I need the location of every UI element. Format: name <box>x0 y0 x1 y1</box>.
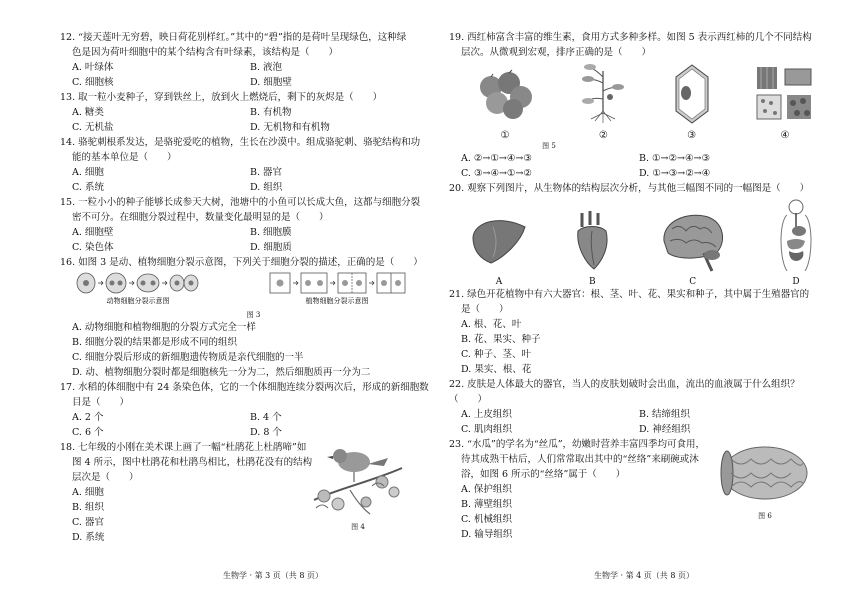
figure-caption: 图 5 <box>542 142 556 150</box>
question-17 <box>60 380 435 440</box>
question-text: 目是（ ） <box>72 397 130 408</box>
question-text: 21. 绿色开花植物中有六大器官：根、茎、叶、花、果实和种子，其中属于生殖器官的 <box>449 289 810 300</box>
option-a: A. 细胞 <box>72 487 104 498</box>
question-text: 22. 皮肤是人体最大的器官，当人的皮肤划破时会出血，流出的血液属于什么组织？（ ） <box>449 379 800 405</box>
question-22 <box>449 377 829 437</box>
tomato-fruits <box>475 63 535 142</box>
option-a: A. 糖类 <box>72 107 104 118</box>
option-b: B. 花、果实、种子 <box>461 334 541 345</box>
question-text: 23. “水瓜”的学名为“丝瓜”，幼嫩时营养丰富四季均可食用， <box>449 439 706 450</box>
question-text: 色是因为荷叶细胞中的某个结构含有叶绿素，该结构是（ ） <box>72 47 339 58</box>
question-12 <box>60 30 435 90</box>
tomato-plant <box>578 63 628 142</box>
option-c: C. 无机盐 <box>72 122 114 133</box>
figure-label-1: ① <box>500 130 510 141</box>
option-d: D. ①→③→②→④ <box>639 168 711 179</box>
option-c: C. 肌肉组织 <box>461 424 512 435</box>
option-list <box>449 317 829 377</box>
option-b: B. 细胞膜 <box>250 227 292 238</box>
option-c: C. 6 个 <box>72 427 104 438</box>
page-footer-right: 生物学 · 第 4 页（共 8 页） <box>594 571 694 580</box>
option-c: C. 系统 <box>72 182 104 193</box>
option-a: A. 2 个 <box>72 412 104 423</box>
cell-division-figure <box>72 270 422 306</box>
option-list <box>449 407 829 437</box>
option-label-a: A <box>495 277 503 287</box>
option-d: D. 无机物和有机物 <box>250 122 330 133</box>
liver-option <box>471 207 527 287</box>
option-a: A. ②→①→④→③ <box>461 153 532 164</box>
brain-option <box>658 207 728 287</box>
option-a: A. 叶绿体 <box>72 62 114 73</box>
question-text: 层次。从微观到宏观，排序正确的是（ ） <box>461 47 652 58</box>
question-21 <box>449 287 829 377</box>
left-column <box>60 30 435 545</box>
question-text: 是（ ） <box>461 304 509 315</box>
option-label-d: D <box>792 277 800 287</box>
question-text: 14. 骆驼刺根系发达，是骆驼爱吃的植物，生长在沙漠中。组成骆驼刺、骆驼结构和功 <box>60 137 421 148</box>
option-b: B. ①→②→④→③ <box>639 153 710 164</box>
plant-cell-illustration <box>672 63 712 125</box>
option-b: B. 4 个 <box>250 412 282 423</box>
question-16 <box>60 255 435 380</box>
tomato-fruit-illustration <box>475 63 535 125</box>
figure-label-3: ③ <box>687 130 697 141</box>
question-text: 20. 观察下列图片，从生物体的结构层次分析，与其他三幅图不同的一幅图是（ ） <box>449 183 810 194</box>
option-c: C. 器官 <box>72 517 104 528</box>
option-c: C. ③→④→①→② <box>461 168 532 179</box>
figure-3 <box>72 270 435 320</box>
question-19 <box>449 30 829 181</box>
option-d: D. 输导组织 <box>461 529 513 540</box>
figure-4 <box>310 438 406 532</box>
option-c: C. 细胞核 <box>72 77 114 88</box>
option-c: C. 种子、茎、叶 <box>461 349 531 360</box>
animal-figure-label: 动物细胞分裂示意图 <box>106 297 170 305</box>
option-a: A. 细胞壁 <box>72 227 114 238</box>
tomato-plant-illustration <box>578 63 628 125</box>
question-text: 18. 七年级的小刚在美术课上画了一幅“杜鹃花上杜鹃啼”如 <box>60 442 307 453</box>
question-text: 能的基本单位是（ ） <box>72 152 177 163</box>
option-d: D. 动、植物细胞分裂时都是细胞核先一分为二，然后细胞质再一分为二 <box>72 367 371 378</box>
digestive-system-option <box>773 199 819 287</box>
option-d: D. 果实、根、花 <box>461 364 532 375</box>
option-b: B. 器官 <box>250 167 283 178</box>
question-text: 图 4 所示，图中杜鹃花和杜鹃鸟相比，杜鹃花没有的结构 <box>72 457 313 468</box>
figure-label-4: ④ <box>780 130 790 141</box>
bird-on-azalea-illustration <box>310 438 406 518</box>
loofah-sponge-illustration <box>717 439 813 507</box>
option-a: A. 上皮组织 <box>461 409 512 420</box>
option-list <box>60 320 435 380</box>
question-text: 密不可分。在细胞分裂过程中，数量变化最明显的是（ ） <box>72 212 329 223</box>
option-label-c: C <box>689 277 697 287</box>
question-23 <box>449 437 829 542</box>
question-18 <box>60 440 435 545</box>
option-a: A. 细胞 <box>72 167 104 178</box>
option-label-b: B <box>589 277 596 287</box>
question-text: 19. 西红柿富含丰富的维生素，食用方式多种多样。如图 5 表示西红柿的几个不同结构 <box>449 32 812 43</box>
option-b: B. 有机物 <box>250 107 292 118</box>
question-text: 浴，如图 6 所示的“丝络”属于（ ） <box>461 469 626 480</box>
option-a: A. 动物细胞和植物细胞的分裂方式完全一样 <box>72 322 256 333</box>
option-list <box>60 410 435 440</box>
animal-cell-division-illustration <box>77 273 198 293</box>
question-text: 15. 一粒小小的种子能够长成参天大树，池塘中的小鱼可以长成大鱼，这都与细胞分裂 <box>60 197 421 208</box>
question-13 <box>60 90 435 135</box>
right-column <box>449 30 829 542</box>
option-d: D. 8 个 <box>250 427 282 438</box>
figure-q20 <box>461 199 829 287</box>
question-text: 待其成熟干枯后，人们常常取出其中的“丝络”来刷碗或沐 <box>461 454 699 465</box>
option-a: A. 根、花、叶 <box>461 319 522 330</box>
question-text: 16. 如图 3 是动、植物细胞分裂示意图，下列关于细胞分裂的描述，正确的是（ ） <box>60 257 423 268</box>
option-d: D. 系统 <box>72 532 105 543</box>
figure-caption: 图 6 <box>758 512 772 520</box>
figure-caption: 图 3 <box>246 311 261 319</box>
option-b: B. 结缔组织 <box>639 409 691 420</box>
option-d: D. 组织 <box>250 182 283 193</box>
figure-label-2: ② <box>598 130 608 141</box>
brain-illustration <box>658 207 728 273</box>
plant-figure-label: 植物细胞分裂示意图 <box>305 297 369 305</box>
option-b: B. 薄壁组织 <box>461 499 513 510</box>
option-b: B. 组织 <box>72 502 105 513</box>
figure-caption: 图 4 <box>351 523 365 531</box>
tissue-samples-illustration <box>755 63 815 125</box>
tomato-cell <box>672 63 712 142</box>
option-c: C. 细胞分裂后形成的新细胞遗传物质是亲代细胞的一半 <box>72 352 304 363</box>
question-20 <box>449 181 829 287</box>
liver-illustration <box>471 207 527 273</box>
option-list <box>60 165 435 195</box>
option-d: D. 细胞壁 <box>250 77 292 88</box>
figure-5 <box>461 63 829 142</box>
option-d: D. 细胞质 <box>250 242 292 253</box>
question-text: 层次是（ ） <box>72 472 139 483</box>
option-d: D. 神经组织 <box>639 424 691 435</box>
plant-cell-division-illustration <box>270 273 405 293</box>
option-list <box>60 60 435 90</box>
question-text: 12. “接天莲叶无穷碧，映日荷花别样红。”其中的“碧”指的是荷叶呈现绿色，这种绿 <box>60 32 407 43</box>
question-15 <box>60 195 435 255</box>
option-list <box>60 225 435 255</box>
question-text: 13. 取一粒小麦种子，穿到铁丝上，放到火上燃烧后，剩下的灰烬是（ ） <box>60 92 383 103</box>
heart-illustration <box>572 207 612 273</box>
figure-6 <box>717 439 813 521</box>
tomato-tissues <box>755 63 815 142</box>
option-list <box>449 151 829 181</box>
option-c: C. 机械组织 <box>461 514 512 525</box>
option-c: C. 染色体 <box>72 242 114 253</box>
option-list <box>60 105 435 135</box>
option-b: B. 细胞分裂的结果都是形成不同的组织 <box>72 337 238 348</box>
heart-option <box>572 207 612 287</box>
human-digestive-system-illustration <box>773 199 819 273</box>
page-footer-left: 生物学 · 第 3 页（共 8 页） <box>223 571 323 580</box>
question-text: 17. 水稻的体细胞中有 24 条染色体，它的一个体细胞连续分裂两次后，形成的新细胞数 <box>60 382 429 393</box>
option-b: B. 液泡 <box>250 62 283 73</box>
option-a: A. 保护组织 <box>461 484 512 495</box>
